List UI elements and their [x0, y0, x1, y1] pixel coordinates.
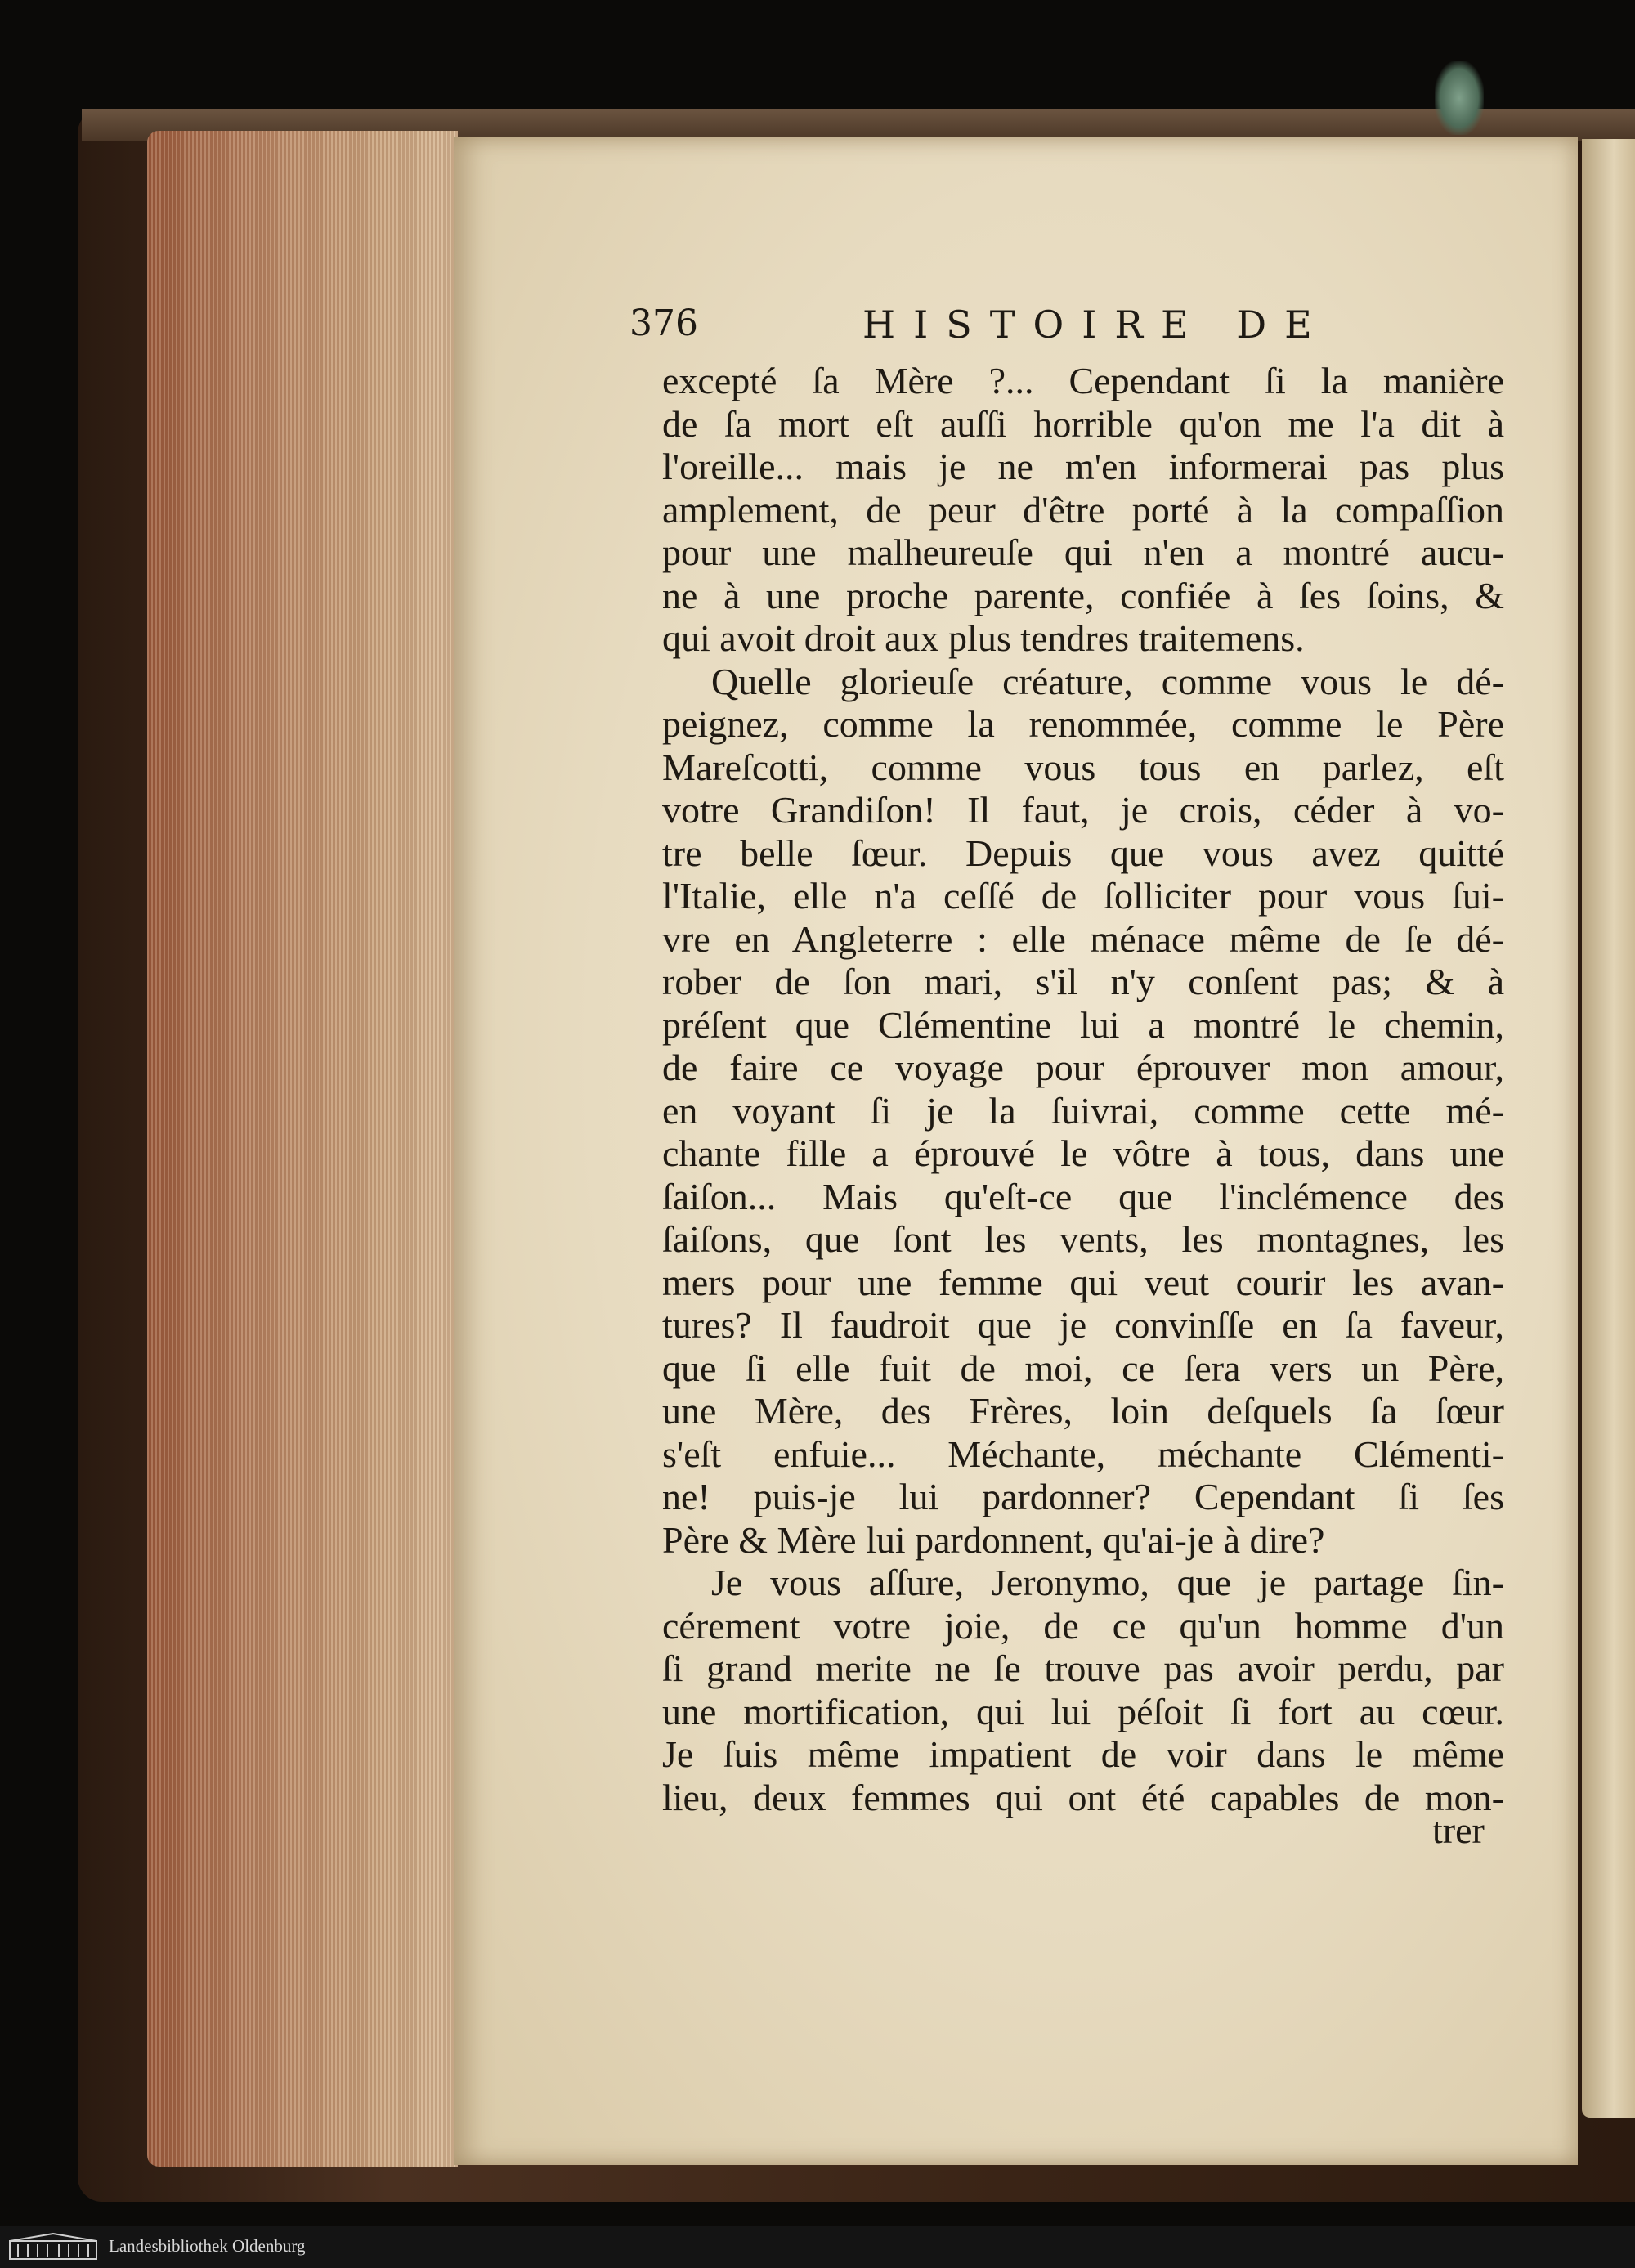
- catchword: trer: [1432, 1809, 1485, 1851]
- text-line: tre belle ſœur. Depuis que vous avez quitté: [662, 831, 1504, 874]
- text-line: chante fille a éprouvé le vôtre à tous, dans une: [662, 1132, 1504, 1174]
- running-head: HISTOIRE DE: [862, 303, 1330, 347]
- text-line: en voyant ſi je la ſuivrai, comme cette mé-: [662, 1089, 1504, 1132]
- text-line: ne à une proche parente, confiée à ſes ſoins, &: [662, 574, 1504, 616]
- page-header: [629, 303, 1512, 360]
- text-line: peignez, comme la renommée, comme le Père: [662, 703, 1504, 745]
- text-line: lieu, deux femmes qui ont été capables de mon-: [662, 1776, 1504, 1818]
- text-line: rober de ſon mari, s'il n'y conſent pas; & à: [662, 961, 1504, 1002]
- text-line: ne! puis-je lui pardonner? Cependant ſi ſes: [662, 1476, 1504, 1517]
- library-name: Landesbibliothek Oldenburg: [109, 2236, 306, 2256]
- text-line: qui avoit droit aux plus tendres traitemens.: [662, 617, 1305, 659]
- text-line: une Mère, des Frères, loin deſquels ſa ſœur: [662, 1390, 1504, 1432]
- text-line: votre Grandiſon! Il faut, je crois, céder à vo-: [662, 789, 1504, 831]
- footer-bar: [0, 2226, 1635, 2268]
- page-text: [662, 360, 1504, 1819]
- text-line: Mareſcotti, comme vous tous en parlez, eſt: [662, 746, 1504, 788]
- text-line: amplement, de peur d'être porté à la compaſſion: [662, 488, 1504, 531]
- text-line: de faire ce voyage pour éprouver mon amour,: [662, 1047, 1504, 1088]
- text-line: de ſa mort eſt auſſi horrible qu'on me l'a dit à: [662, 402, 1504, 445]
- text-line: ſi grand merite ne ſe trouve pas avoir perdu, par: [662, 1647, 1504, 1689]
- text-line: Je vous aſſure, Jeronymo, que je partage ſin-: [711, 1562, 1504, 1603]
- text-line: mers pour une femme qui veut courir les avan-: [662, 1261, 1504, 1303]
- bookmark-ribbon: [1435, 61, 1484, 135]
- text-line: Quelle glorieuſe créature, comme vous le dé-: [711, 660, 1504, 702]
- text-line: préſent que Clémentine lui a montré le chemin,: [662, 1003, 1504, 1046]
- text-line: excepté ſa Mère ?... Cependant ſi la manière: [662, 360, 1504, 401]
- text-line: Père & Mère lui pardonnent, qu'ai-je à dire?: [662, 1518, 1325, 1561]
- text-line: Je ſuis même impatient de voir dans le même: [662, 1733, 1504, 1775]
- text-line: l'Italie, elle n'a ceſſé de ſolliciter pour vous ſui-: [662, 875, 1504, 917]
- text-line: ſaiſon... Mais qu'eſt-ce que l'inclémence des: [662, 1175, 1504, 1217]
- page-edges: [147, 131, 458, 2167]
- page-number: 376: [629, 303, 698, 344]
- text-line: que ſi elle fuit de moi, ce ſera vers un Père,: [662, 1347, 1504, 1389]
- facing-page-edge: [1582, 139, 1635, 2118]
- text-line: tures? Il faudroit que je convinſſe en ſa faveur,: [662, 1304, 1504, 1346]
- text-line: l'oreille... mais je ne m'en informerai pas plus: [662, 446, 1504, 487]
- text-line: cérement votre joie, de ce qu'un homme d'un: [662, 1604, 1504, 1647]
- text-line: pour une malheureuſe qui n'en a montré aucu-: [662, 531, 1504, 573]
- text-line: vre en Angleterre : elle ménace même de ſe dé-: [662, 917, 1504, 960]
- text-line: s'eſt enfuie... Méchante, méchante Clémenti-: [662, 1432, 1504, 1475]
- library-building-icon: [8, 2233, 98, 2261]
- text-line: ſaiſons, que ſont les vents, les montagnes, les: [662, 1218, 1504, 1260]
- text-line: une mortification, qui lui péſoit ſi fort au cœur.: [662, 1690, 1504, 1732]
